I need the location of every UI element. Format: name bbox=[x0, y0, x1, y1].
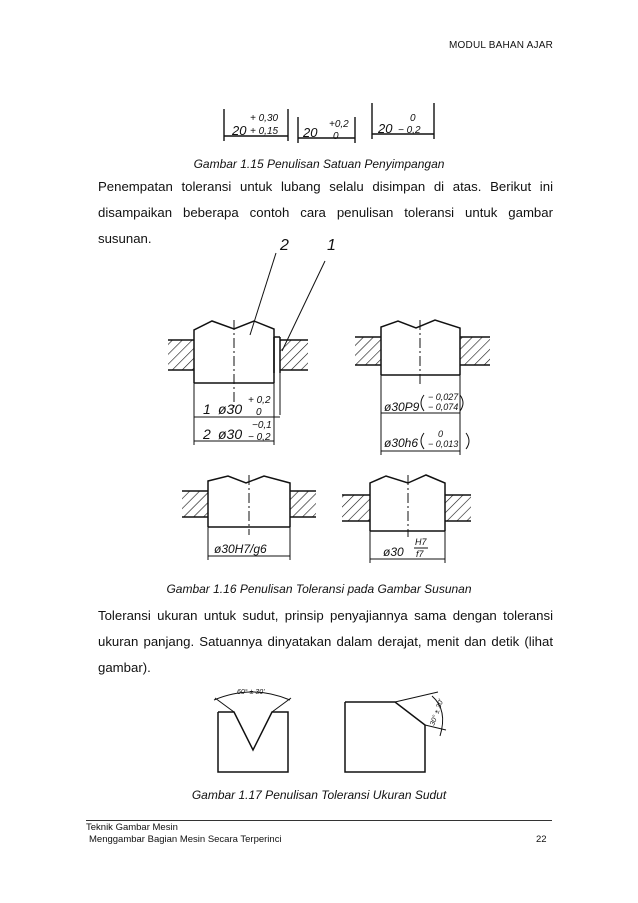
figure-1-17 bbox=[0, 680, 638, 780]
assembly-d bbox=[342, 475, 471, 563]
figure-1-16-caption: Gambar 1.16 Penulisan Toleransi pada Gambar Susunan bbox=[166, 582, 472, 596]
a-line2-upper: −0,1 bbox=[252, 420, 272, 431]
d-upper: H7 bbox=[415, 537, 427, 547]
a-line2-num: 2 bbox=[203, 426, 211, 442]
angle-chamfer-block bbox=[345, 692, 446, 772]
b-line1-upper: − 0,027 bbox=[428, 392, 459, 402]
footer-line-2: Menggambar Bagian Mesin Secara Terperinci bbox=[89, 834, 282, 845]
fig1-c-upper: 0 bbox=[410, 113, 416, 124]
a-line2-dim: ø30 bbox=[218, 426, 243, 442]
fig1-a-lower: + 0,15 bbox=[250, 126, 279, 137]
a-line1-dim: ø30 bbox=[218, 401, 243, 417]
figure-1-16 bbox=[0, 225, 638, 570]
b-line2-lower: − 0,013 bbox=[428, 439, 459, 449]
fig1-b-upper: +0,2 bbox=[329, 119, 349, 130]
assembly-b bbox=[355, 320, 490, 455]
header-title: MODUL BAHAN AJAR bbox=[449, 40, 553, 51]
b-line1-lower: − 0,074 bbox=[428, 402, 459, 412]
angle-label-2: 30° ± 30' bbox=[429, 698, 446, 727]
footer-divider bbox=[86, 820, 552, 821]
page-number: 22 bbox=[536, 834, 547, 845]
angle-v-block bbox=[214, 692, 291, 772]
fig1-b-base: 20 bbox=[303, 125, 318, 140]
paragraph-1: Penempatan toleransi untuk lubang selalu disimpan di atas. Berikut ini disampaikan beberapa contoh cara penulisan toleransi untuk gambar susunan. bbox=[98, 179, 553, 246]
fig1-a-upper: + 0,30 bbox=[250, 113, 279, 124]
assembly-a bbox=[168, 253, 325, 445]
figure-1-15-caption: Gambar 1.15 Penulisan Satuan Penyimpangan bbox=[193, 157, 445, 171]
paragraph-2: Toleransi ukuran untuk sudut, prinsip penyajiannya sama dengan toleransi ukuran panjang. Satuannya dinyatakan dalam derajat, menit dan detik (lihat gambar). bbox=[98, 608, 553, 675]
leader-label-2: 2 bbox=[280, 237, 289, 254]
a-line1-upper: + 0,2 bbox=[248, 395, 271, 406]
fig1-b-lower: 0 bbox=[333, 131, 339, 142]
d-lower: f7 bbox=[416, 549, 424, 559]
leader-label-1: 1 bbox=[327, 237, 336, 254]
b-line2-upper: 0 bbox=[438, 429, 444, 439]
b-line2-dim: ø30h6 bbox=[384, 436, 419, 450]
a-line1-lower: 0 bbox=[256, 407, 262, 418]
footer-line-1: Teknik Gambar Mesin bbox=[86, 822, 178, 833]
fig1-c-base: 20 bbox=[378, 121, 393, 136]
a-line2-lower: − 0,2 bbox=[248, 432, 271, 443]
fig1-a-base: 20 bbox=[232, 123, 247, 138]
c-dim: ø30H7/g6 bbox=[214, 542, 267, 556]
b-line1-dim: ø30P9 bbox=[384, 400, 420, 414]
fig1-c-lower: − 0,2 bbox=[398, 125, 421, 136]
a-line1-num: 1 bbox=[203, 401, 211, 417]
figure-1-17-caption: Gambar 1.17 Penulisan Toleransi Ukuran Sudut bbox=[191, 788, 447, 802]
angle-label-1: 60° ± 30' bbox=[237, 689, 265, 696]
d-dim: ø30 bbox=[383, 545, 404, 559]
